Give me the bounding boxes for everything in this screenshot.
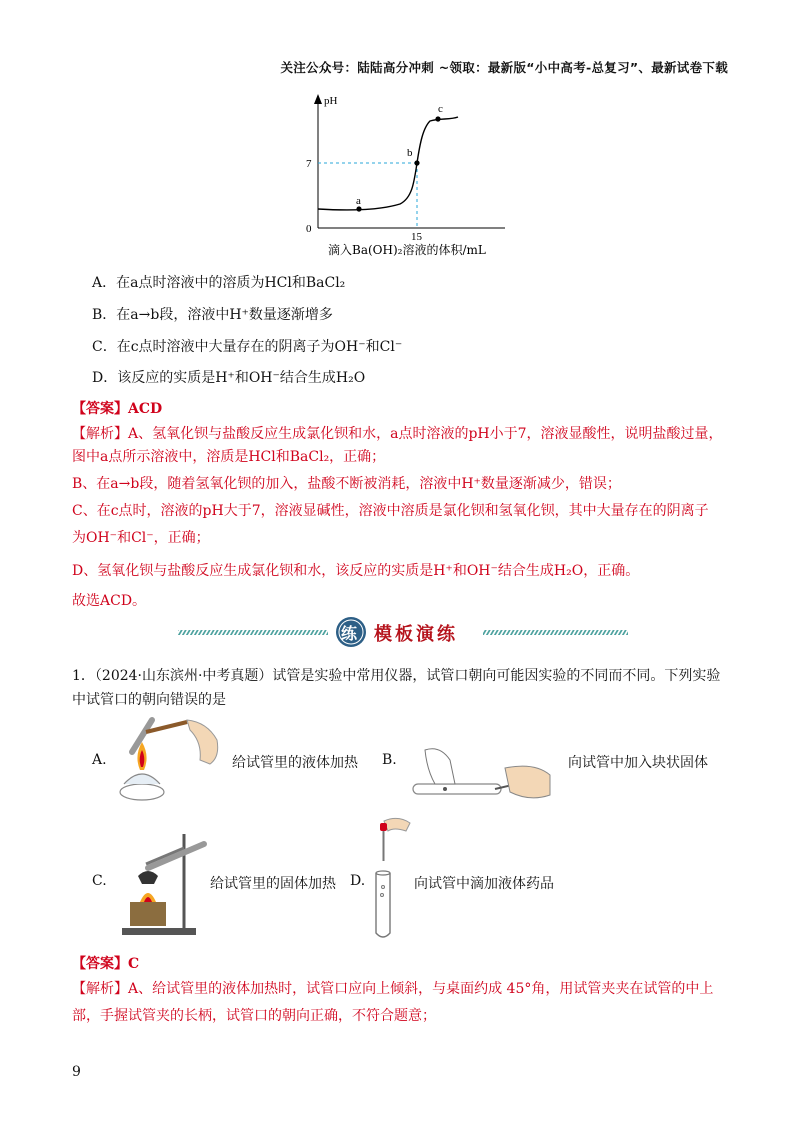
option-a: A．在a点时溶液中的溶质为HCl和BaCl₂ — [92, 275, 346, 291]
page-header: 关注公众号：陆陆高分冲刺 ~领取：最新版“小中高考-总复习”、最新试卷下载 — [280, 60, 728, 75]
analysis-2-line-2: 部，手握试管夹的长柄，试管口的朝向正确，不符合题意； — [72, 1008, 436, 1024]
point-a-label: a — [356, 195, 361, 207]
point-c-label: c — [438, 103, 443, 115]
choice-b-text: 向试管中加入块状固体 — [568, 755, 708, 771]
point-c-marker — [435, 116, 440, 121]
y-tick-7: 7 — [306, 158, 312, 170]
option-c: C．在c点时溶液中大量存在的阴离子为OH⁻和Cl⁻ — [92, 339, 403, 355]
point-a-marker — [356, 206, 361, 211]
point-b-marker — [414, 160, 419, 165]
option-b: B．在a→b段，溶液中H⁺数量逐渐增多 — [92, 307, 333, 323]
analysis-1-line-3: B、在a→b段，随着氢氧化钡的加入，盐酸不断被消耗，溶液中H⁺数量逐渐减少，错误； — [72, 476, 621, 492]
page-number: 9 — [72, 1064, 81, 1080]
analysis-1-line-4: C、在c点时，溶液的pH大于7，溶液显碱性，溶液中溶质是氯化钡和氢氧化钡，其中大量存在的阴离子 — [72, 503, 709, 519]
banner-title: 模板演练 — [374, 624, 458, 645]
analysis-2-line-1: 【解析】A、给试管里的液体加热时，试管口应向上倾斜，与桌面约成 45°角，用试管夹夹在试管的中上 — [72, 981, 714, 997]
choice-d-text: 向试管中滴加液体药品 — [414, 876, 554, 892]
choice-c-text: 给试管里的固体加热 — [210, 876, 336, 892]
analysis-1-line-2: 图中a点所示溶液中，溶质是HCl和BaCl₂，正确； — [72, 449, 386, 465]
choice-b-letter: B. — [382, 752, 397, 768]
choice-a-text: 给试管里的液体加热 — [232, 755, 358, 771]
question-line-1: 1．（2024·山东滨州·中考真题）试管是实验中常用仪器，试管口朝向可能因实验的不同而不同。下列实验 — [72, 668, 721, 684]
dropping-liquid-illustration — [370, 815, 415, 943]
banner-badge: 练 — [341, 624, 358, 643]
adding-solid-illustration — [405, 740, 555, 805]
x-tick-15: 15 — [411, 231, 422, 243]
x-axis-label: 滴入Ba(OH)₂溶液的体积/mL — [328, 243, 486, 257]
analysis-1-line-1: 【解析】A、氢氧化钡与盐酸反应生成氯化钡和水，a点时溶液的pH小于7，溶液显酸性，说明盐酸过量， — [72, 426, 723, 442]
ph-graph — [290, 88, 510, 260]
choice-c-letter: C. — [92, 873, 107, 889]
answer-1: 【答案】ACD — [72, 401, 163, 417]
section-banner — [178, 614, 628, 650]
y-axis-label: pH — [324, 95, 338, 107]
analysis-1-line-5: 为OH⁻和Cl⁻，正确； — [72, 530, 210, 546]
answer-2: 【答案】C — [72, 956, 140, 972]
analysis-1-line-6: D、氢氧化钡与盐酸反应生成氯化钡和水，该反应的实质是H⁺和OH⁻结合生成H₂O，正确。 — [72, 563, 640, 579]
heating-liquid-illustration — [112, 712, 227, 807]
choice-a-letter: A. — [92, 752, 107, 768]
origin-label: 0 — [306, 223, 312, 235]
heating-solid-illustration — [118, 826, 210, 938]
choice-d-letter: D. — [350, 873, 366, 889]
option-d: D．该反应的实质是H⁺和OH⁻结合生成H₂O — [92, 370, 366, 386]
question-line-2: 中试管口的朝向错误的是 — [72, 692, 226, 708]
analysis-1-line-7: 故选ACD。 — [72, 593, 147, 609]
point-b-label: b — [407, 147, 413, 159]
